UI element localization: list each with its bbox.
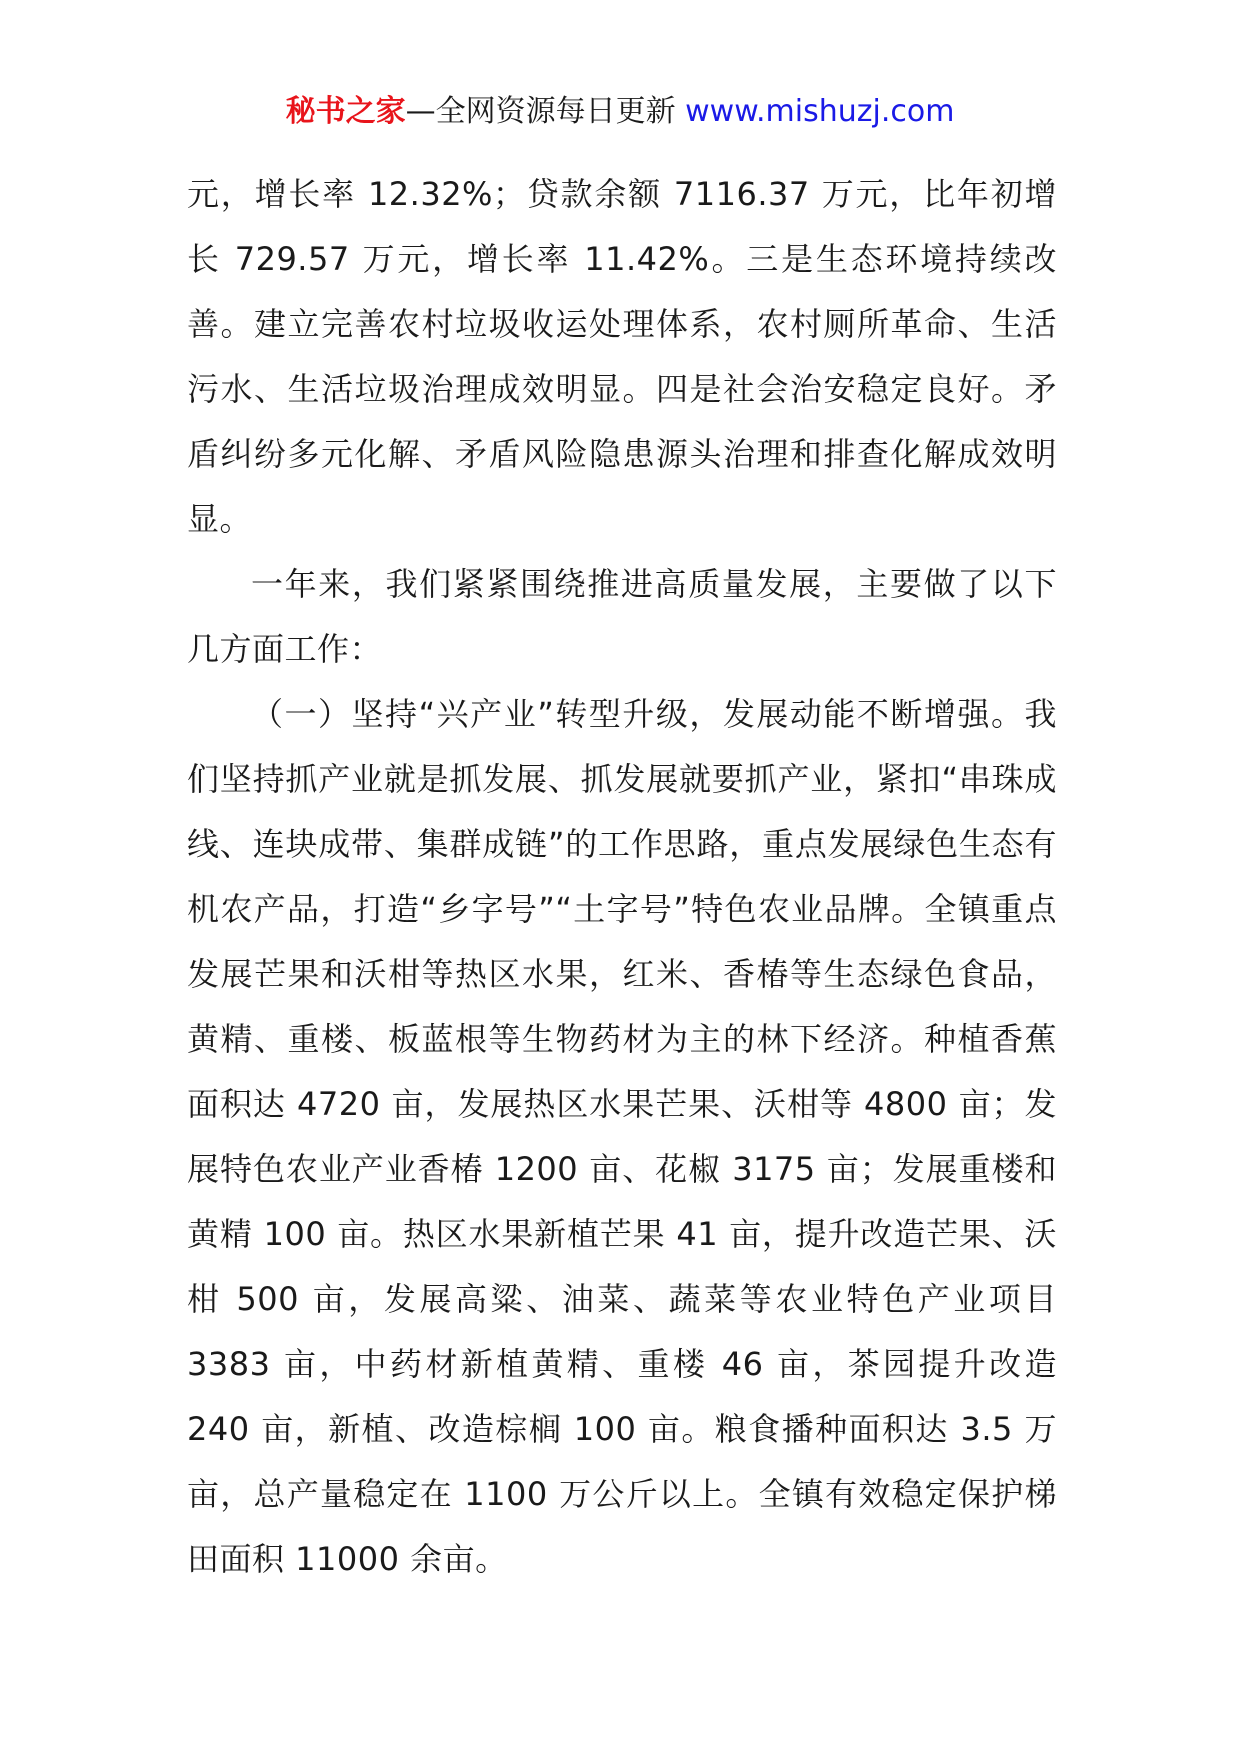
site-brand: 秘书之家 — [285, 94, 406, 129]
paragraph-intro: 一年来，我们紧紧围绕推进高质量发展，主要做了以下几方面工作： — [187, 565, 1057, 668]
site-url-link[interactable]: www.mishuzj.com — [685, 94, 955, 129]
page-header — [0, 92, 1240, 132]
paragraph-industry: （一）坚持“兴产业”转型升级，发展动能不断增强。我们坚持抓产业就是抓发展、抓发展就要抓产业，紧扣“串珠成线、连块成带、集群成链”的工作思路，重点发展绿色生态有机农产品，打造“乡字号”“土字号”特色农业品牌。全镇重点发展芒果和沃柑等热区水果，红米、香椿等生态绿色食品，黄精、重楼、板蓝根等生物药材为主的林下经济。种植香蕉面积达 4720 亩，发展热区水果芒果、沃柑等 4800 亩；发展特色农业产业香椿 1200 亩、花椒 3175 亩；发展重楼和黄精 100 亩。热区水果新植芒果 41 亩，提升改造芒果、沃柑 500 亩，发展高粱、油菜、蔬菜等农业特色产业项目 3383 亩，中药材新植黄精、重楼 46 亩，茶园提升改造 240 亩，新植、改造棕榈 100 亩。粮食播种面积达 3.5 万亩，总产量稳定在 1100 万公斤以上。全镇有效稳定保护梯田面积 11000 余亩。 — [187, 695, 1057, 1578]
paragraph-continuation: 元，增长率 12.32%；贷款余额 7116.37 万元，比年初增长 729.57 万元，增长率 11.42%。三是生态环境持续改善。建立完善农村垃圾收运处理体系，农村厕所革命、生活污水、生活垃圾治理成效明显。四是社会治安稳定良好。矛盾纠纷多元化解、矛盾风险隐患源头治理和排查化解成效明显。 — [187, 175, 1057, 538]
document-body — [187, 162, 1057, 1592]
site-tagline: —全网资源每日更新 — [405, 94, 686, 129]
